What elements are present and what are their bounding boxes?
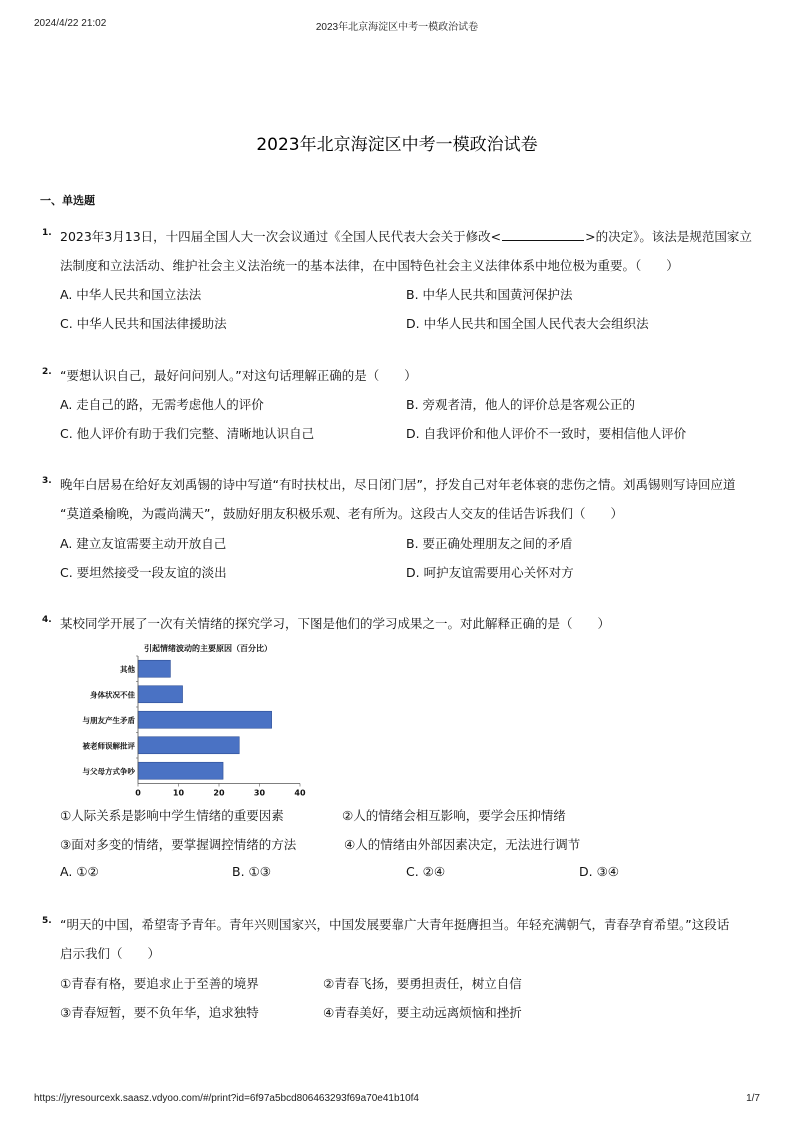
category-label: 身体状况不佳 <box>90 690 135 700</box>
option-b: B. 旁观者清，他人的评价总是客观公正的 <box>406 397 636 412</box>
option-d: D. 呵护友谊需要用心关怀对方 <box>406 565 574 580</box>
print-doc-title: 2023年北京海淀区中考一模政治试卷 <box>315 22 479 33</box>
question-number: 3. <box>42 476 52 486</box>
question-stem <box>60 227 752 245</box>
print-url: https://jyresourcexk.saasz.vdyoo.com/#/print?id=6f97a5bcd806463293f69a70e41b10f4 <box>34 1093 419 1104</box>
stem-text: 2023年3月13日，十四届全国人大一次会议通过《全国人民代表大会关于修改< <box>60 229 502 244</box>
question-number: 4. <box>42 615 52 625</box>
statement-3: ③青春短暂，要不负年华，追求独特 <box>60 1005 259 1020</box>
chart-bars <box>138 660 272 779</box>
bar-3 <box>138 711 272 728</box>
option-d: D. 中华人民共和国全国人民代表大会组织法 <box>406 316 649 331</box>
statement-2: ②青春飞扬，要勇担责任，树立自信 <box>323 976 522 991</box>
question-stem: 晚年白居易在给好友刘禹锡的诗中写道“有时扶杖出，尽日闭门居”，抒发自己对年老体衰的悲伤之情。刘禹锡则写诗回应道 <box>60 477 736 492</box>
option-a: A. 建立友谊需要主动开放自己 <box>60 536 227 551</box>
question-stem: 启示我们（ ） <box>60 946 161 961</box>
x-tick-label: 10 <box>172 788 185 798</box>
statement-4: ④人的情绪由外部因素决定，无法进行调节 <box>344 837 581 852</box>
question-number: 2. <box>42 367 52 377</box>
option-a: A. ①② <box>60 864 99 879</box>
x-tick-label: 40 <box>294 788 306 798</box>
category-label: 被老师误解批评 <box>82 741 135 751</box>
statement-1: ①青春有格，要追求止于至善的境界 <box>60 976 259 991</box>
statement-2: ②人的情绪会相互影响，要学会压抑情绪 <box>342 808 566 823</box>
category-label: 其他 <box>120 664 135 674</box>
emotion-cause-bar-chart <box>58 640 310 798</box>
question-stem: “莫道桑榆晚，为霞尚满天”，鼓励好朋友积极乐观、老有所为。这段古人交友的佳话告诉我们（ ） <box>60 506 623 521</box>
category-label: 与父母方式争吵 <box>82 766 135 776</box>
option-c: C. 要坦然接受一段友谊的淡出 <box>60 565 227 580</box>
statement-1: ①人际关系是影响中学生情绪的重要因素 <box>60 808 284 823</box>
x-tick-labels <box>135 784 306 798</box>
statement-3: ③面对多变的情绪，要掌握调控情绪的方法 <box>60 837 297 852</box>
category-label: 与朋友产生矛盾 <box>82 715 135 725</box>
option-d: D. 自我评价和他人评价不一致时，要相信他人评价 <box>406 426 687 441</box>
section-heading: 一、单选题 <box>40 194 95 207</box>
question-stem: 某校同学开展了一次有关情绪的探究学习，下图是他们的学习成果之一。对此解释正确的是（ ） <box>60 616 611 631</box>
option-a: A. 走自己的路，无需考虑他人的评价 <box>60 397 264 412</box>
option-c: C. 中华人民共和国法律援助法 <box>60 316 227 331</box>
option-b: B. ①③ <box>232 864 271 879</box>
category-labels <box>83 656 139 776</box>
question-stem: “要想认识自己，最好问问别人。”对这句话理解正确的是（ ） <box>60 368 417 383</box>
print-datetime: 2024/4/22 21:02 <box>34 18 107 29</box>
option-b: B. 要正确处理朋友之间的矛盾 <box>406 536 573 551</box>
page-title: 2023年北京海淀区中考一模政治试卷 <box>256 135 538 155</box>
bar-2 <box>138 686 183 703</box>
question-stem: 法制度和立法活动、维护社会主义法治统一的基本法律，在中国特色社会主义法律体系中地位极为重要。（ ） <box>60 258 679 273</box>
question-stem: “明天的中国，希望寄予青年。青年兴则国家兴，中国发展要靠广大青年挺膺担当。年轻充满朝气，青春孕育希望。”这段话 <box>60 917 730 932</box>
bar-5 <box>138 762 223 779</box>
bar-4 <box>138 737 239 754</box>
page-number: 1/7 <box>746 1093 760 1104</box>
option-c: C. ②④ <box>406 864 446 879</box>
option-b: B. 中华人民共和国黄河保护法 <box>406 287 573 302</box>
option-d: D. ③④ <box>579 864 619 879</box>
x-tick-label: 30 <box>253 788 266 798</box>
chart-title: 引起情绪波动的主要原因（百分比） <box>144 644 272 653</box>
question-number: 1. <box>42 228 52 238</box>
stem-text: >的决定》。该法是规范国家立 <box>585 229 752 244</box>
bar-1 <box>138 660 170 677</box>
option-a: A. 中华人民共和国立法法 <box>60 287 202 302</box>
statement-4: ④青春美好，要主动远离烦恼和挫折 <box>323 1005 522 1020</box>
x-tick-label: 0 <box>135 788 141 798</box>
question-number: 5. <box>42 916 52 926</box>
x-tick-label: 20 <box>213 788 225 798</box>
option-c: C. 他人评价有助于我们完整、清晰地认识自己 <box>60 426 315 441</box>
answer-blank <box>502 228 584 241</box>
